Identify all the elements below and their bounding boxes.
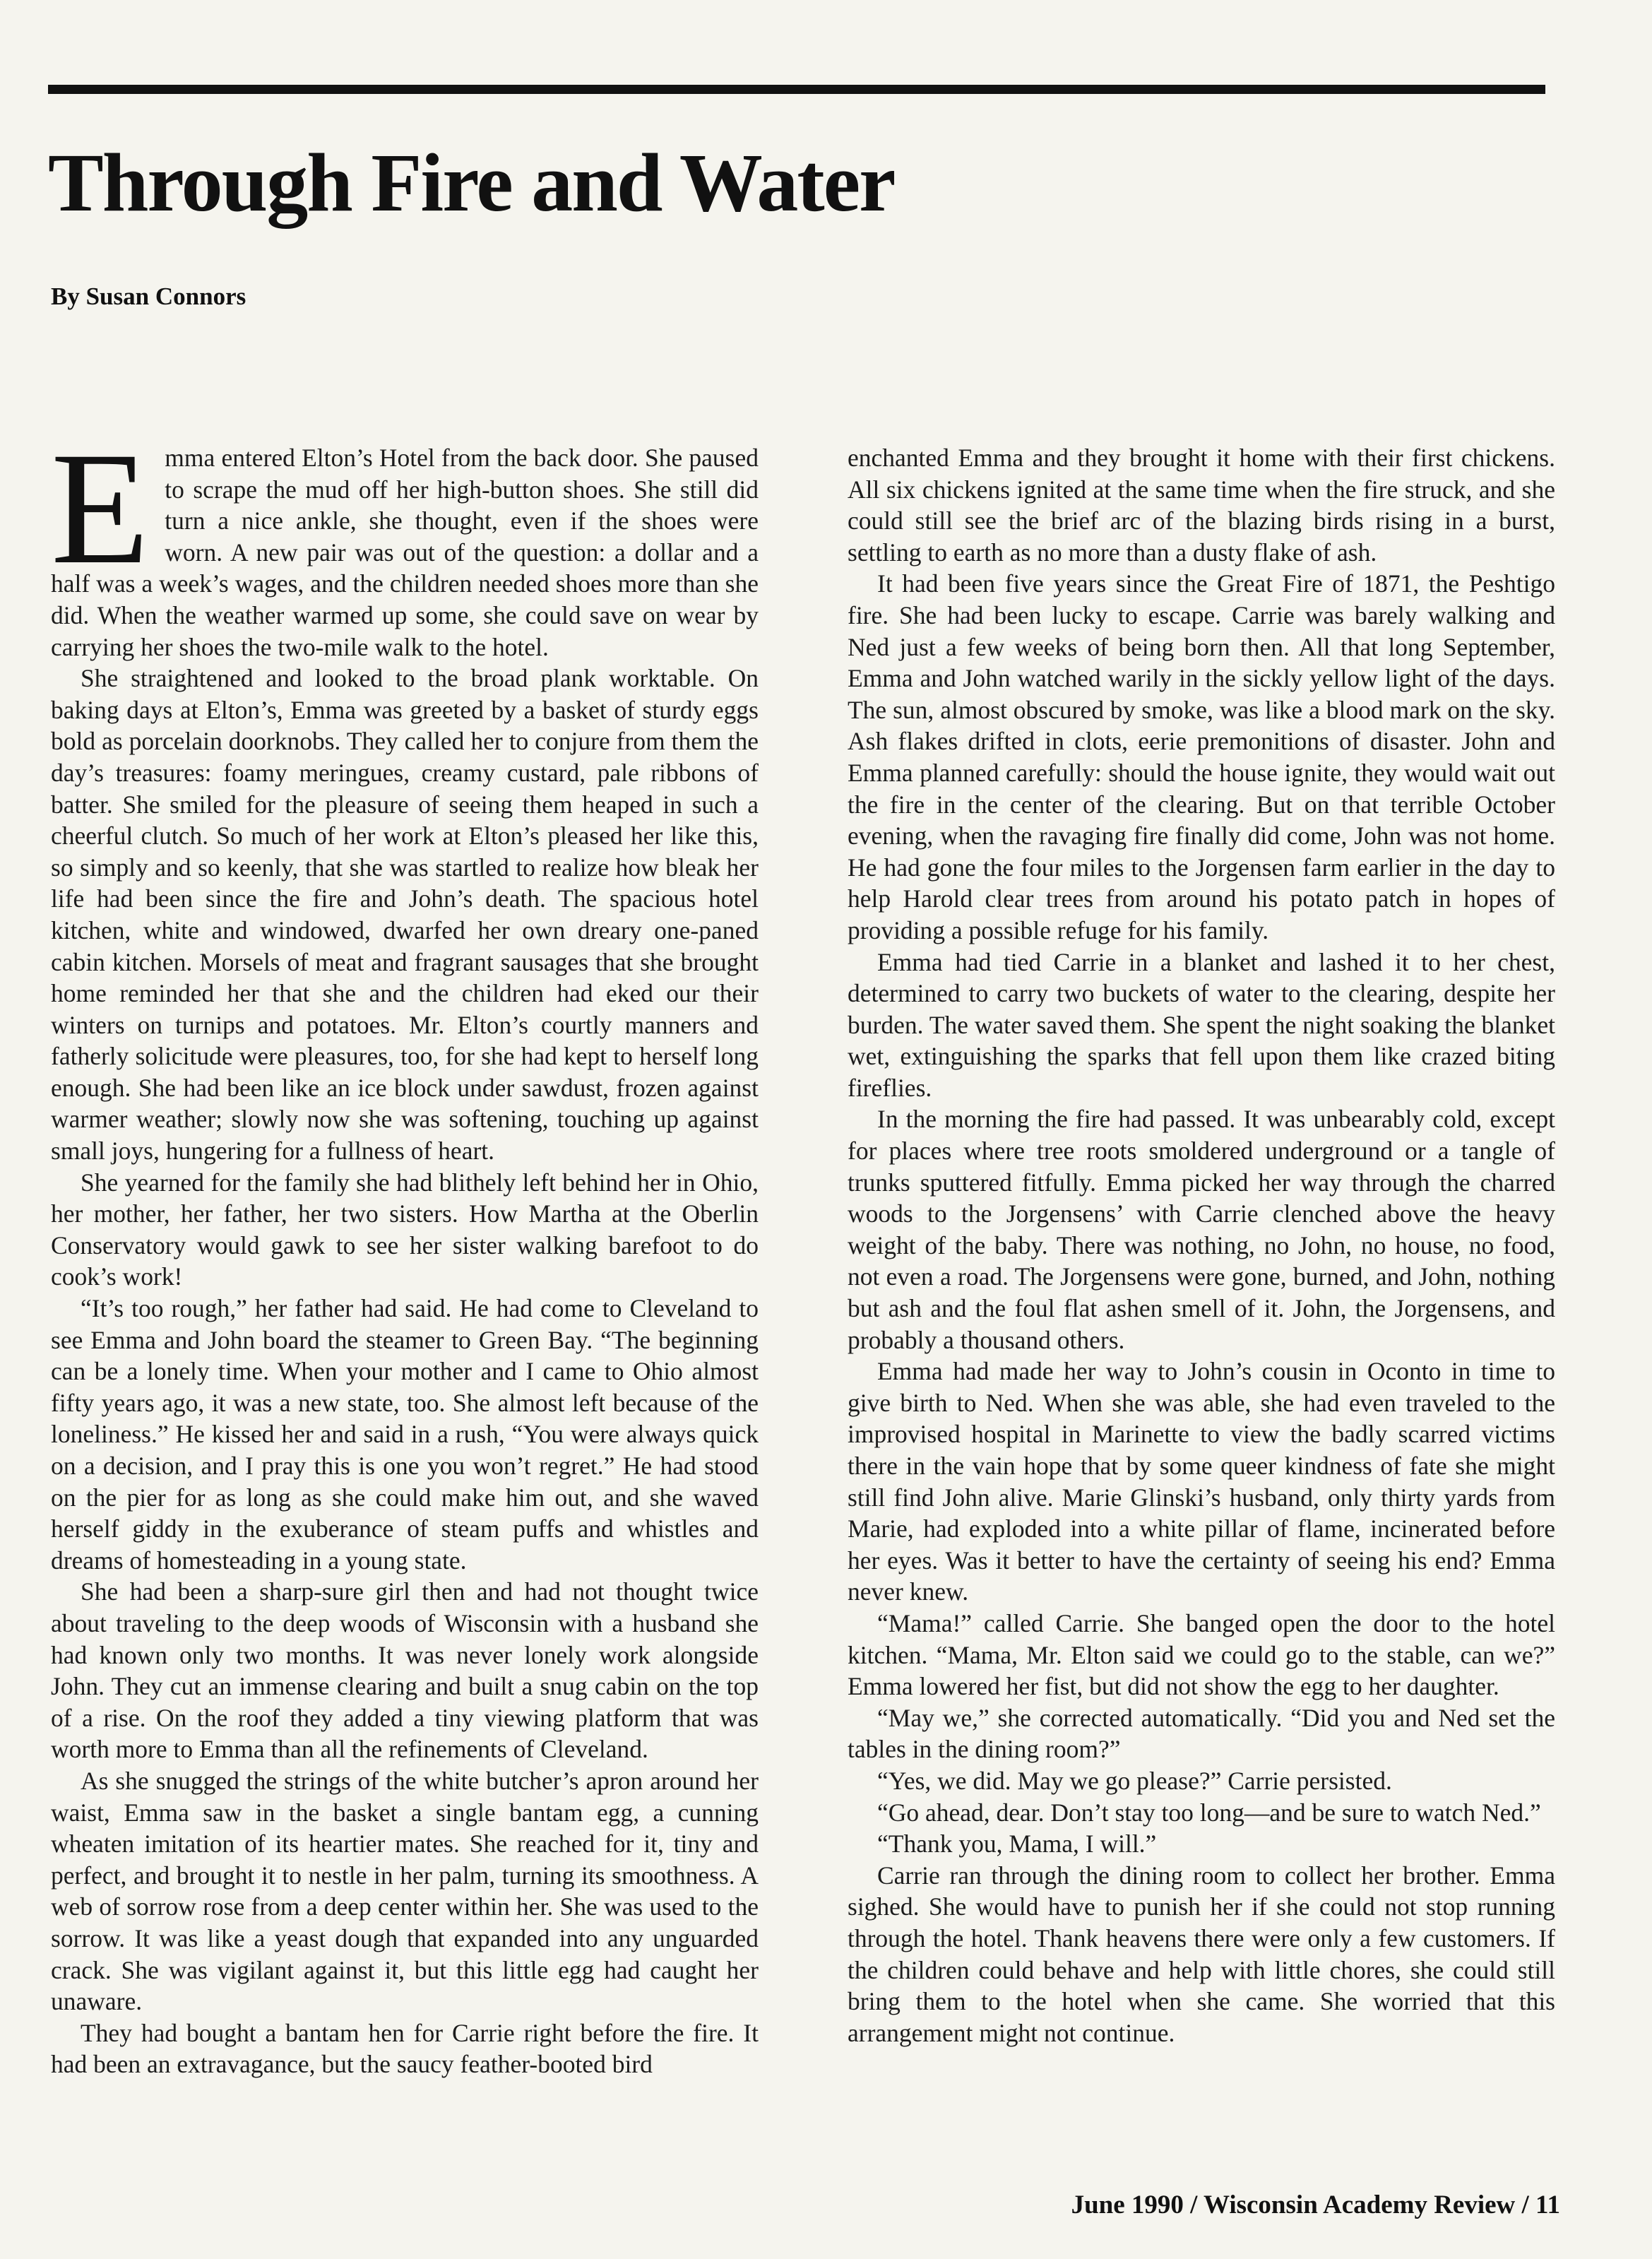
paragraph: Carrie ran through the dining room to collect her brother. Emma sighed. She would have to punish her if she could not stop running through the hotel. Thank heavens there were only a few customers. If the children could behave and help with little chores, she could still bring them to the hotel when she came. She worried that this arrangement might not continue. — [848, 1861, 1555, 2047]
right-column — [848, 442, 1555, 2048]
article-title: Through Fire and Water — [48, 136, 895, 229]
paragraph: They had bought a bantam hen for Carrie right before the fire. It had been an extravagance, but the saucy feather-booted bird — [51, 2018, 759, 2079]
paragraph: Emma had made her way to John’s cousin in Oconto in time to give birth to Ned. When she was able, she had even traveled to the improvised hospital in Marinette to view the badly scarred victims there in the vain hope that by some queer kindness of fate she might still find John alive. Marie Glinski’s husband, only thirty yards from Marie, had exploded into a white pillar of flame, incinerated before her eyes. Was it better to have the certainty of seeing his end? Emma never knew. — [848, 1357, 1555, 1606]
paragraph: Emma had tied Carrie in a blanket and lashed it to her chest, determined to carry two buckets of water to the clearing, despite her burden. The water saved them. She spent the night soaking the blanket wet, extinguishing the sparks that fell upon them like crazed biting fireflies. — [848, 947, 1555, 1102]
paragraph: “Go ahead, dear. Don’t stay too long—and be sure to watch Ned.” — [877, 1798, 1541, 1827]
drop-cap: E — [51, 420, 150, 598]
paragraph: She yearned for the family she had blithely left behind her in Ohio, her mother, her father, her two sisters. How Martha at the Oberlin Conservatory would gawk to see her sister walking barefoot to do cook’s work! — [51, 1168, 759, 1291]
paragraph: “Thank you, Mama, I will.” — [877, 1830, 1157, 1858]
paragraph: “Mama!” called Carrie. She banged open the door to the hotel kitchen. “Mama, Mr. Elton said we could go to the stable, can we?” Emma lowered her fist, but did not show the egg to her daughter. — [848, 1608, 1555, 1701]
paragraph: “May we,” she corrected automatically. “Did you and Ned set the tables in the dining room?” — [848, 1703, 1555, 1764]
article-byline: By Susan Connors — [51, 283, 246, 310]
left-column — [51, 420, 759, 2080]
paragraph: She straightened and looked to the broad plank worktable. On baking days at Elton’s, Emma was greeted by a basket of sturdy eggs bold as porcelain doorknobs. They called her to conjure from them the day’s treasures: foamy meringues, creamy custard, pale ribbons of batter. She smiled for the pleasure of seeing them heaped in such a cheerful clutch. So much of her work at Elton’s pleased her like this, so simply and so keenly, that she was startled to realize how bleak her life had been since the fire and John’s death. The spacious hotel kitchen, white and windowed, dwarfed her own dreary one-paned cabin kitchen. Morsels of meat and fragrant sausages that she brought home reminded her that she and the children had eked our their winters on turnips and potatoes. Mr. Elton’s courtly manners and fatherly solicitude were pleasures, too, for she had kept to herself long enough. She had been like an ice block under sawdust, frozen against warmer weather; slowly now she was softening, touching up against small joys, hungering for a fullness of heart. — [51, 664, 759, 1166]
paragraph: “Yes, we did. May we go please?” Carrie persisted. — [877, 1766, 1392, 1795]
paragraph: As she snugged the strings of the white butcher’s apron around her waist, Emma saw in the basket a single bantam egg, a cunning wheaten imitation of its heartier mates. She reached for it, tiny and perfect, and brought it to nestle in her palm, turning its smoothness. A web of sorrow rose from a deep center within her. She was used to the sorrow. It was like a yeast dough that expanded into any unguarded crack. She was vigilant against it, but this little egg had caught her unaware. — [51, 1766, 759, 2016]
paragraph: She had been a sharp-sure girl then and had not thought twice about traveling to the deep woods of Wisconsin with a husband she had known only two months. It was never lonely work alongside John. They cut an immense clearing and built a snug cabin on the top of a rise. On the roof they added a tiny viewing platform that was worth more to Emma than all the refinements of Cleveland. — [51, 1577, 759, 1764]
paragraph: enchanted Emma and they brought it home with their first chickens. All six chickens ignited at the same time when the fire struck, and she could still see the brief arc of the blazing birds rising in a burst, settling to earth as no more than a dusty flake of ash. — [848, 444, 1555, 567]
page-footer: June 1990 / Wisconsin Academy Review / 11 — [1071, 2190, 1560, 2219]
header-rule — [48, 85, 1545, 94]
paragraph: It had been five years since the Great Fire of 1871, the Peshtigo fire. She had been lucky to escape. Carrie was barely walking and Ned just a few weeks of being born then. All that long September, Emma and John watched warily in the sickly yellow light of the days. The sun, almost obscured by smoke, was like a blood mark on the sky. Ash flakes drifted in clots, eerie premonitions of disaster. John and Emma planned carefully: should the house ignite, they would wait out the fire in the center of the clearing. But on that terrible October evening, when the ravaging fire finally did come, John was not home. He had gone the four miles to the Jorgensen farm earlier in the day to help Harold clear trees from around his potato patch in hopes of providing a possible refuge for his family. — [848, 569, 1555, 944]
paragraph-text: mma entered Elton’s Hotel from the back door. She paused to scrape the mud off her high-button shoes. She still did turn a nice ankle, she thought, even if the shoes were worn. A new pair was out of the question: a dollar and a half was a week’s wages, and the children needed shoes more than she did. When the weather warmed up some, she could save on wear by carrying her shoes the two-mile walk to the hotel. — [51, 444, 759, 661]
paragraph: In the morning the fire had passed. It was unbearably cold, except for places where tree roots smoldered underground or a tangle of trunks sputtered fitfully. Emma picked her way through the charred woods to the Jorgensens’ with Carrie clenched above the heavy weight of the baby. There was nothing, no John, no house, no food, not even a road. The Jorgensens were gone, burned, and John, nothing but ash and the foul flat ashen smell of it. John, the Jorgensens, and probably a thousand others. — [848, 1105, 1555, 1354]
paragraph — [51, 420, 759, 663]
paragraph: “It’s too rough,” her father had said. He had come to Cleveland to see Emma and John board the steamer to Green Bay. “The beginning can be a lonely time. When your mother and I came to Ohio almost fifty years ago, it was a new state, too. She almost left because of the loneliness.” He kissed her and said in a rush, “You were always quick on a decision, and I pray this is one you won’t regret.” He had stood on the pier for as long as she could make him out, and she waved herself giddy in the exuberance of steam puffs and whistles and dreams of homesteading in a young state. — [51, 1294, 759, 1575]
